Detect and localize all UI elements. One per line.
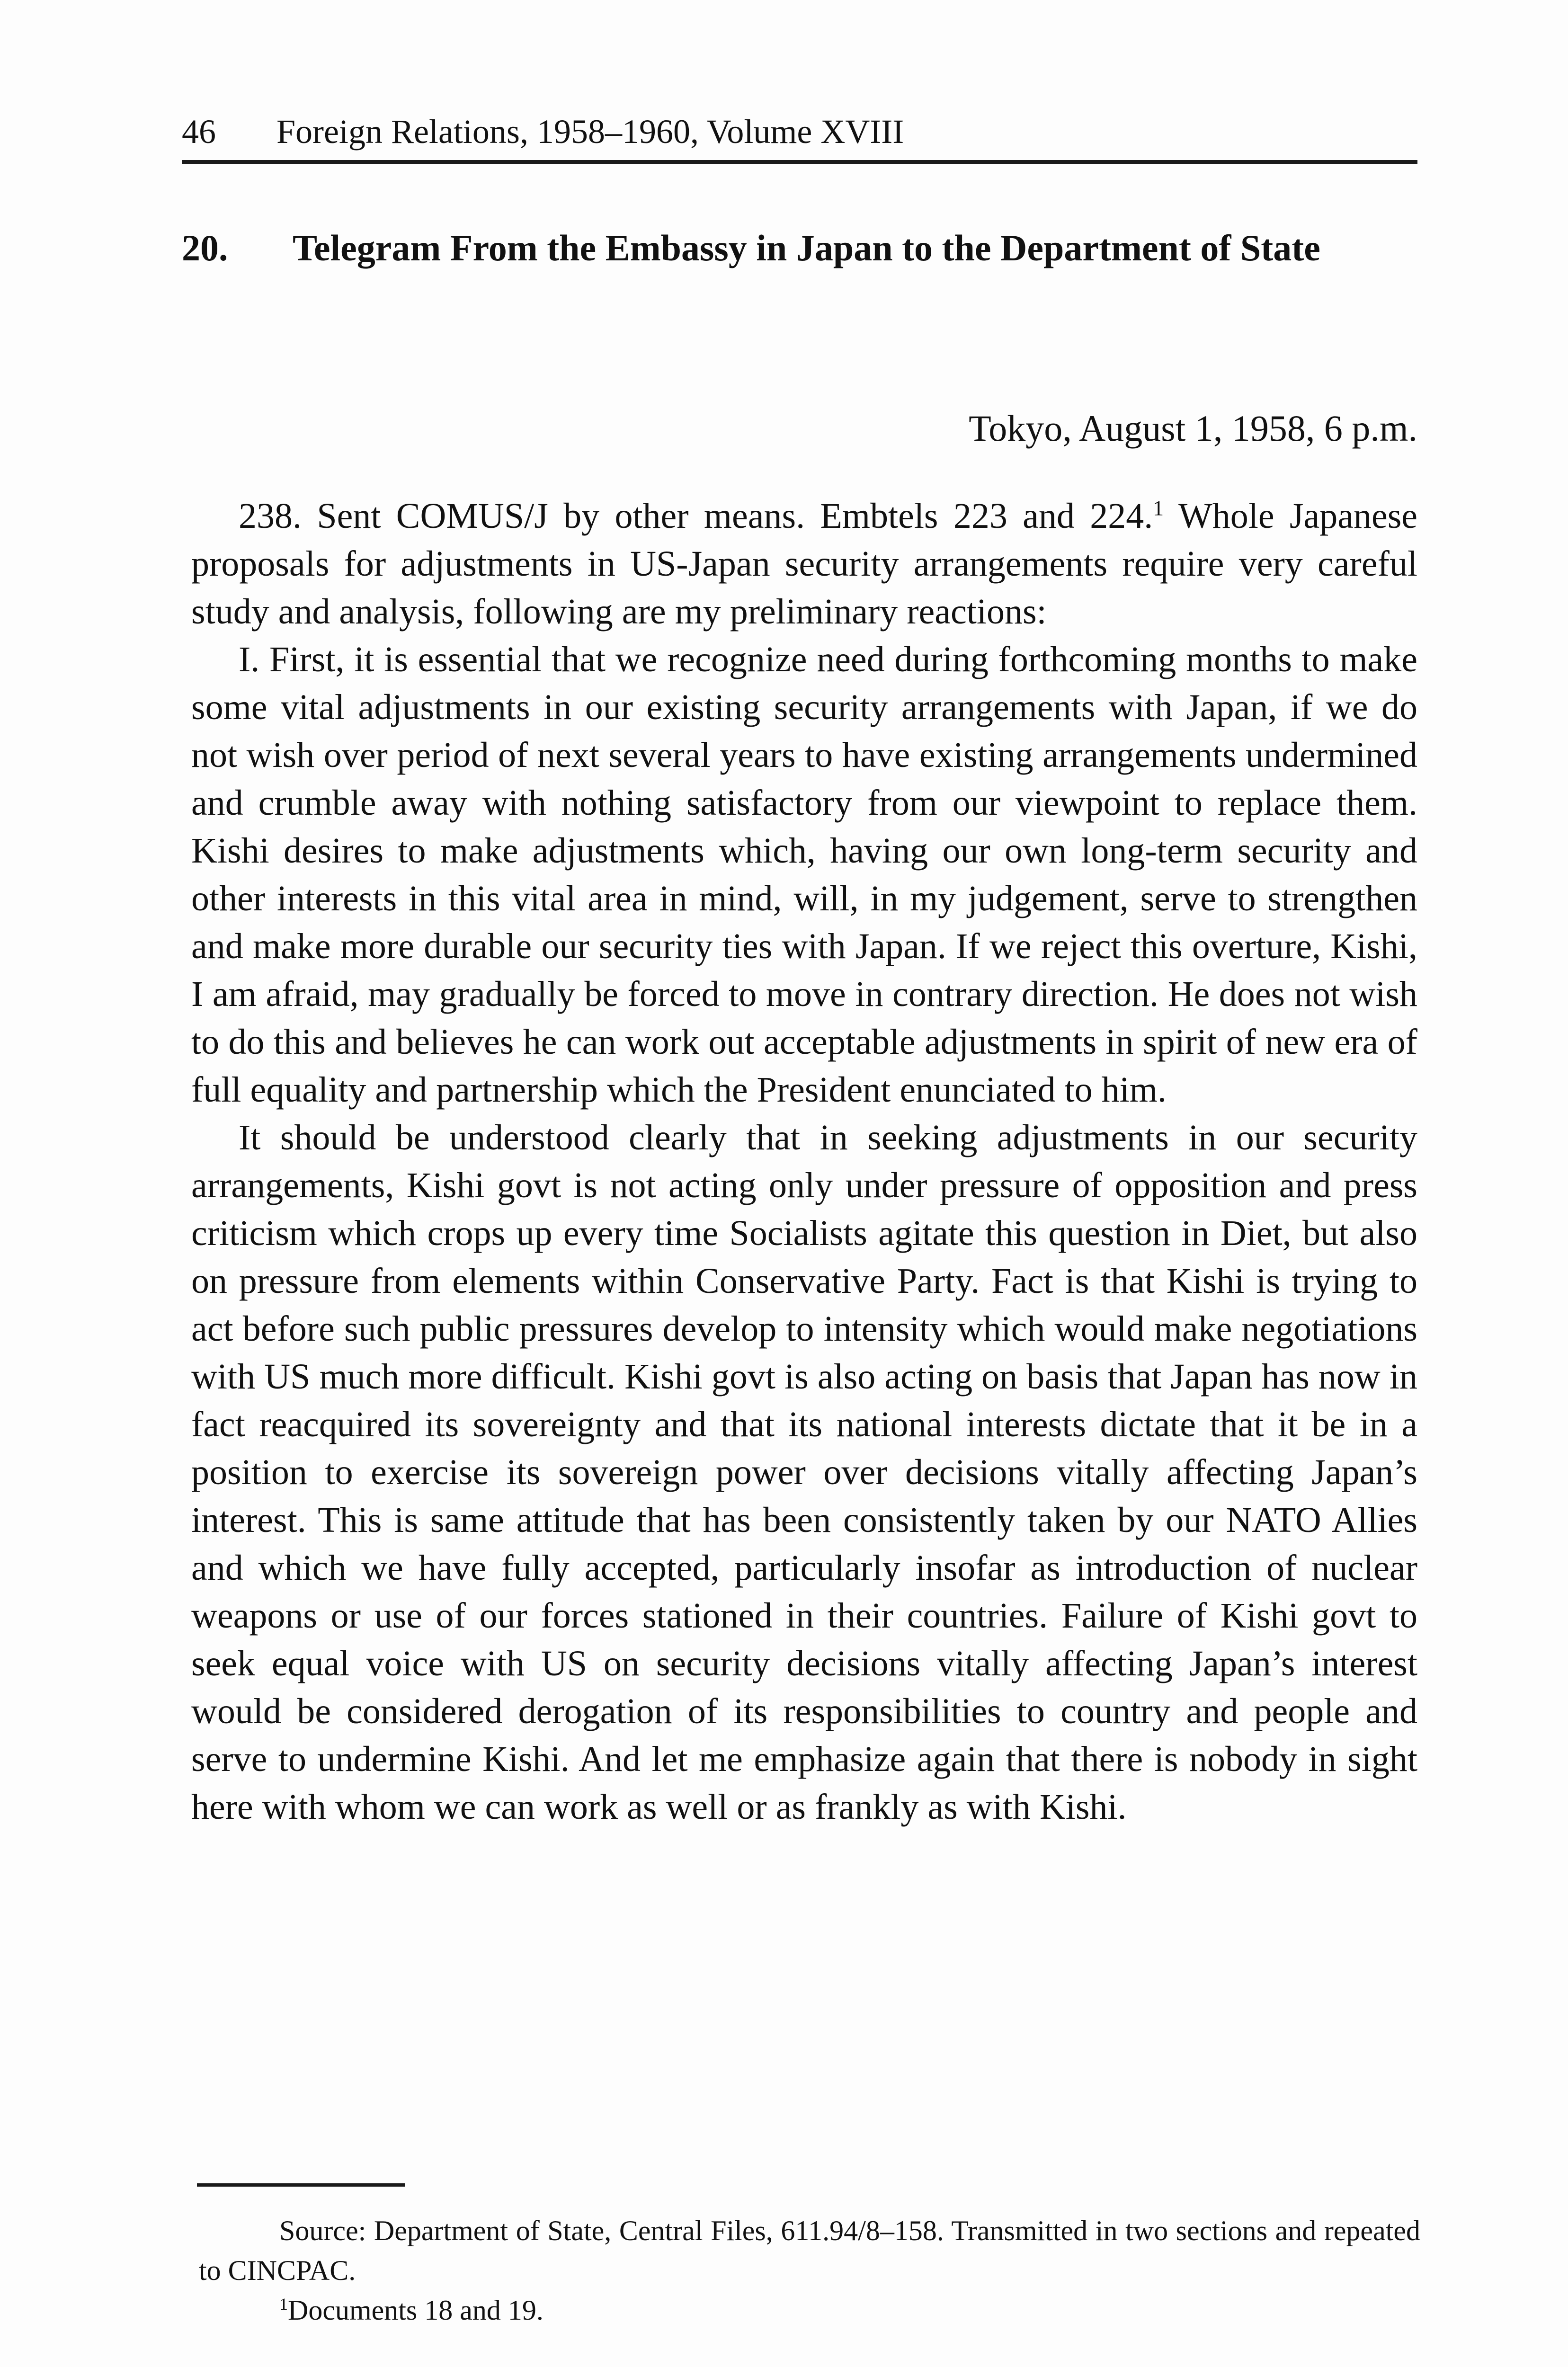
footnote-divider — [197, 2183, 405, 2187]
paragraph-intro-rest: Whole Japanese proposals for adjustments in US-Japan security arrangements require very careful study and analysis, following are my preliminary reactions: — [191, 496, 1418, 632]
paragraph-intro — [191, 492, 1417, 636]
footnote-1-marker: 1 — [279, 2295, 288, 2314]
footnote-1 — [199, 2290, 1420, 2330]
footnote-1-text: Documents 18 and 19. — [288, 2295, 543, 2326]
footnotes — [199, 2211, 1420, 2330]
footnote-reference: 1 — [1153, 496, 1164, 520]
running-header — [182, 108, 1417, 164]
document-number: 20. — [182, 227, 228, 268]
page-number: 46 — [182, 113, 216, 151]
paragraph-kishi-govt: It should be understood clearly that in seeking adjustments in our security arrangements, Kishi govt is not acting only under pressure of opposition and press criticism which crops up every time Socialists agitate this question in Diet, but also on pressure from elements within Conservative Party. Fact is that Kishi is trying to act before such public pressures develop to intensity which would make negotiations with US much more difficult. Kishi govt is also acting on basis that Japan has now in fact reacquired its sovereignty and that its national interests dictate that it be in a position to exercise its sovereign power over decisions vitally affecting Japan’s interest. This is same attitude that has been consistently taken by our NATO Allies and which we have fully accepted, particularly insofar as introduction of nuclear weapons or use of our forces stationed in their countries. Failure of Kishi govt to seek equal voice with US on security decisions vitally affecting Japan’s interest would be considered derogation of its responsibilities to country and people and serve to undermine Kishi. And let me emphasize again that there is nobody in sight here with whom we can work as well or as frankly as with Kishi. — [191, 1118, 1417, 1827]
source-note: Source: Department of State, Central Files, 611.94/8–158. Transmitted in two sections and repeated to CINCPAC. — [199, 2215, 1420, 2286]
book-title: Foreign Relations, 1958–1960, Volume XVIII — [276, 113, 904, 151]
dateline: Tokyo, August 1, 1958, 6 p.m. — [969, 408, 1417, 449]
telegram-body — [191, 492, 1417, 1831]
paragraph-point-one: I. First, it is essential that we recognize need during forthcoming months to make some vital adjustments in our existing security arrangements with Japan, if we do not wish over period of next several years to have existing arrangements undermined and crumble away with nothing satisfactory from our viewpoint to replace them. Kishi desires to make adjustments which, having our own long-term security and other interests in this vital area in mind, will, in my judgement, serve to strengthen and make more durable our security ties with Japan. If we reject this overture, Kishi, I am afraid, may gradually be forced to move in contrary direction. He does not wish to do this and believes he can work out acceptable adjustments in spirit of new era of full equality and partnership which the President enunciated to him. — [191, 640, 1417, 1110]
document-title: Telegram From the Embassy in Japan to the Department of State — [293, 227, 1320, 268]
paragraph-intro-lead: 238. Sent COMUS/J by other means. Embtels 223 and 224. — [239, 496, 1153, 536]
